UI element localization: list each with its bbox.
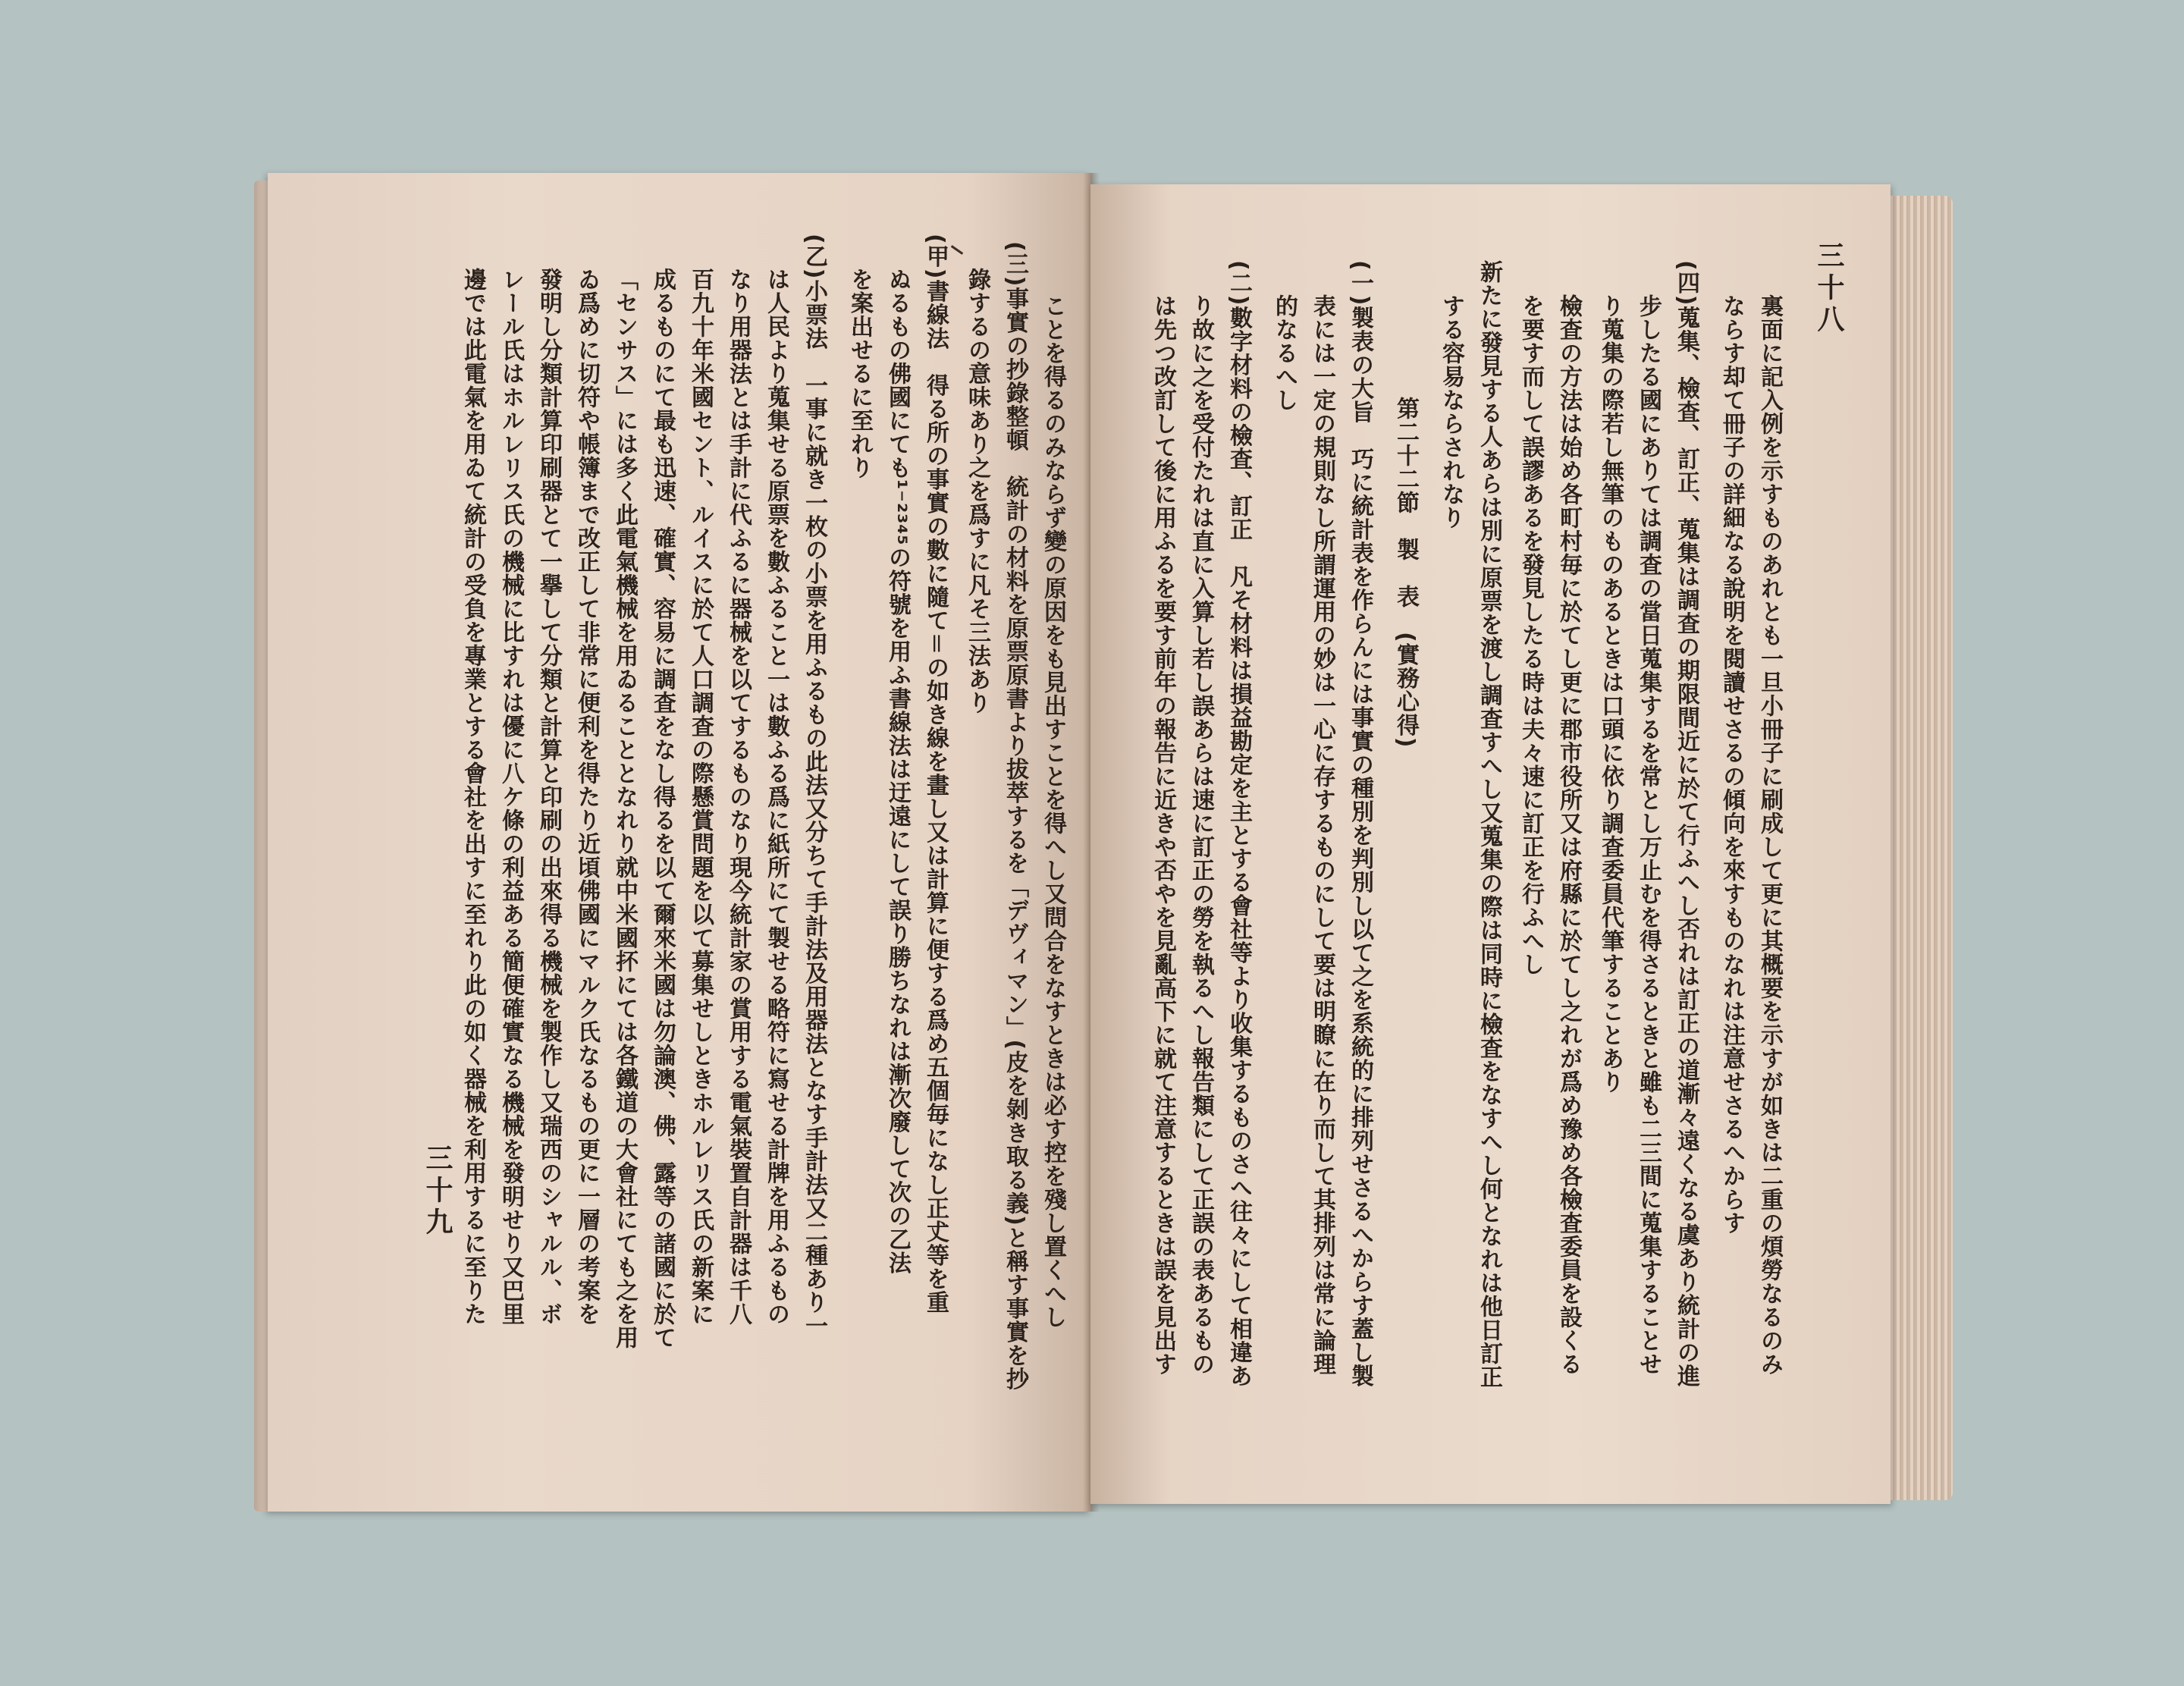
text-column: 百九十年米國セント、ルイスに於て人口調査の際懸賞問題を以て募集せしときホルレリス氏の新案に [687,268,714,1326]
text-column: する容易ならされなり [1438,294,1464,529]
text-column: 成るものにて最も迅速、確實、容易に調査をなし得るを以て爾來米國は勿論澳、佛、露等の諸國に於て [649,268,676,1349]
open-book [254,173,1953,1515]
text-column: (一)製表の大旨 巧に統計表を作らんには事實の種別を判別し以て之を系統的に排列せさるへからす蓋し製 [1347,260,1373,1388]
text-column: を要す而して誤謬あるを發見したる時は夫々速に訂正を行ふへし [1517,294,1544,976]
text-column: ぬるもの佛國にても¹⁻²³⁴⁵の符號を用ふ書線法は迂遠にして誤り勝ちなれは漸次廢して次の乙法 [884,268,911,1275]
text-column: 發明し分類計算印刷器とて一擧して分類と計算と印刷の出來得る機械を製作し又瑞西のシャルル、ボ [535,268,562,1326]
text-column: り故に之を受付たれは直に入算し若し誤あらは速に訂正の勞を執るへし報告類にして正誤の表あるもの [1188,294,1214,1376]
section-heading: 第二十二節 製 表 (實務心得) [1392,397,1419,749]
left-page [268,173,1090,1512]
right-page [1090,184,1891,1504]
text-column: レール氏はホルレリス氏の機械に比すれは優に八ケ條の利益ある簡便確實なる機械を發明せり又巴里 [497,268,524,1326]
text-column: り蒐集の際若し無筆のものあるときは口頭に依り調査委員代筆することあり [1597,294,1624,1094]
text-column: 錄するの意味あり之を爲すに凡そ三法あり [964,268,990,714]
text-column: (四)蒐集、檢査、訂正、蒐集は調査の期限間近に於て行ふへし否れは訂正の道漸々遠くなる虞あり統計の進 [1673,260,1699,1388]
text-column: 表には一定の規則なし所謂運用の妙は一心に存するものにして要は明瞭に在り而して其排列は常に論理 [1309,294,1335,1376]
stray-mark [951,245,963,255]
text-column: は人民より蒐集せる原票を數ふること一は數ふる爲に紙所にて製せる略符に寫せる計牌を用ふるもの [763,268,789,1326]
text-column: 裏面に記入例を示すものあれとも一旦小冊子に刷成して更に其概要を示すが如きは二重の煩勞なるのみ [1756,294,1783,1376]
text-column: 步したる國にありては調査の當日蒐集するを常とし万止むを得さるときと雖も二三間に蒐集することせ [1635,294,1662,1376]
page-number: 三十九 [422,1144,453,1239]
text-column: (三)事實の抄錄整頓 統計の材料を原票原書より拔萃するを「デヴィマン」(皮を剝き取る義)と稱す事實を抄 [1002,241,1028,1391]
page-number: 三十八 [1813,241,1845,337]
text-column: を案出せるに至れり [846,268,873,479]
text-column: 「センサス」には多く此電氣機械を用ゐることとなれり就中米國抔にては各鐵道の大會社にても之を用 [611,268,638,1349]
text-column: 新たに發見する人あらは別に原票を渡し調査すへし又蒐集の際は同時に檢査をなすへし何となれは他日訂正 [1476,260,1502,1389]
book-edge-right [1881,196,1953,1500]
text-column: 檢査の方法は始め各町村毎に於てし更に郡市役所又は府縣に於てし之れが爲め豫め各檢査委員を設くる [1555,294,1582,1376]
text-column: ならす却て冊子の詳細なる說明を閱讀せさるの傾向を來すものなれは注意せさるへからす [1718,294,1745,1235]
text-column: ことを得るのみならず變の原因をも見出すことを得へし又問合をなすときは必す控を殘し置くへし [1040,294,1066,1329]
text-column: (甲)書線法 得る所の事實の數に隨て＝の如き線を畫し又は計算に便する爲め五個毎になし正𠀋等を重 [922,234,949,1314]
text-column: は先つ改訂して後に用ふるを要す前年の報告に近きや否やを見亂高下に就て注意するときは誤を見出す [1150,294,1176,1376]
text-column: (乙)小票法 一事に就き一枚の小票を用ふるもの此法又分ちて手計法及用器法となす手計法又二種あり一 [801,234,827,1338]
text-column: (二)數字材料の檢査、訂正 凡そ材料は損益勘定を主とする會社等より收集するものさへ往々にして相違あ [1225,260,1252,1388]
text-column: ゐ爲めに切符や帳簿まで改正して非常に便利を得たり近頃佛國にマルク氏なるもの更に一層の考案を [573,268,600,1326]
text-column: 的なるへし [1271,294,1298,412]
text-column: 邊では此電氣を用ゐて統計の受負を專業とする會社を出すに至れり此の如く器械を利用するに至りた [460,268,486,1326]
text-column: なり用器法とは手計に代ふるに器械を以てするものなり現今統計家の賞用する電氣裝置自計器は千八 [725,268,752,1326]
